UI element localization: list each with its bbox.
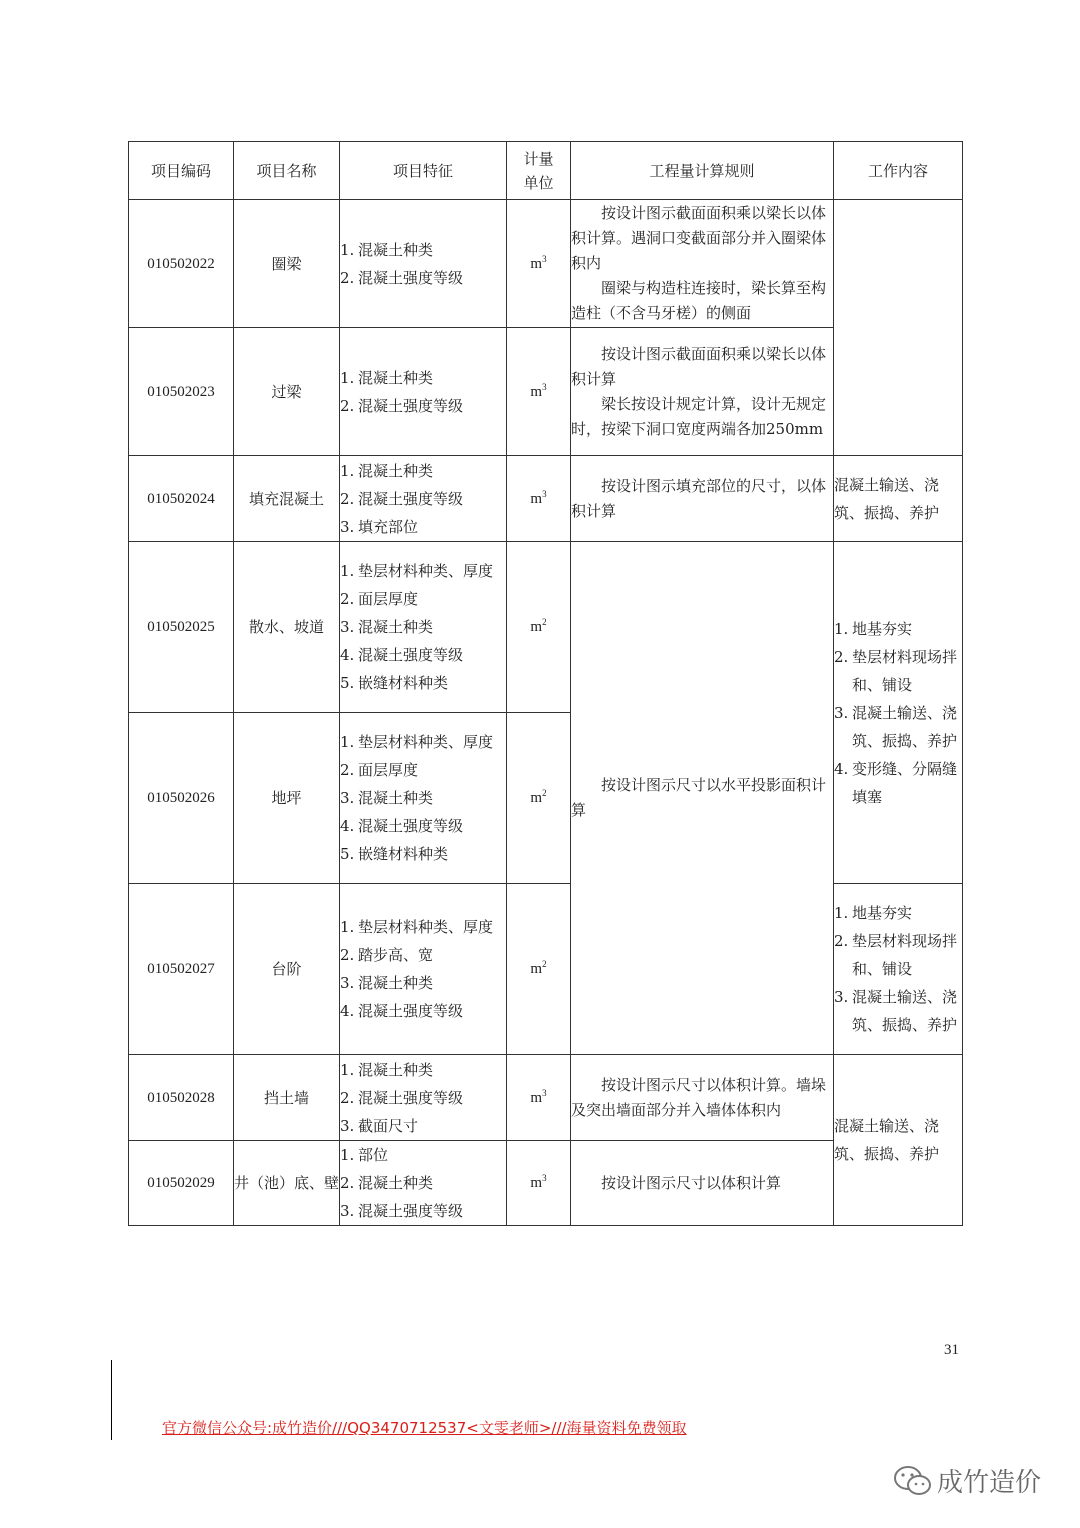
table-header-row	[129, 142, 963, 200]
quantity-rules-table	[128, 141, 963, 1226]
table-row	[129, 542, 963, 713]
watermark	[893, 1462, 1041, 1499]
shared-work-list: 1. 地基夯实 2. 垫层材料现场拌和、铺设 3. 混凝土输送、浇筑、振捣、养护 4. 变形缝、分隔缝填塞	[834, 542, 963, 884]
item-rule: 按设计图示填充部位的尺寸，以体积计算	[571, 456, 834, 542]
item-code: 010502022	[129, 200, 234, 328]
item-features: 1. 垫层材料种类、厚度 2. 踏步高、宽 3. 混凝土种类 4. 混凝土强度等级	[340, 884, 507, 1055]
item-code: 010502029	[129, 1141, 234, 1226]
item-unit: $m^2$	[507, 542, 571, 713]
item-name: 填充混凝土	[234, 456, 340, 542]
item-features: 1. 混凝土种类 2. 混凝土强度等级 3. 填充部位	[340, 456, 507, 542]
footer-promo-link[interactable]: 官方微信公众号:成竹造价///QQ3470712537<文雯老师>///海量资料免费领取	[162, 1419, 687, 1437]
header-work: 工作内容	[834, 142, 963, 200]
item-features: 1. 部位 2. 混凝土种类 3. 混凝土强度等级	[340, 1141, 507, 1226]
item-unit: $m^2$	[507, 884, 571, 1055]
table-row	[129, 456, 963, 542]
item-code: 010502027	[129, 884, 234, 1055]
shared-rule: 按设计图示尺寸以水平投影面积计算	[571, 542, 834, 1055]
header-code: 项目编码	[129, 142, 234, 200]
item-name: 散水、坡道	[234, 542, 340, 713]
item-work-empty	[834, 200, 963, 456]
item-rule: 按设计图示截面面积乘以梁长以体积计算。遇洞口变截面部分并入圈梁体积内 圈梁与构造柱连接时，梁长算至构造柱（不含马牙槎）的侧面	[571, 200, 834, 328]
item-unit: $m^2$	[507, 713, 571, 884]
item-features: 1. 垫层材料种类、厚度 2. 面层厚度 3. 混凝土种类 4. 混凝土强度等级 5. 嵌缝材料种类	[340, 542, 507, 713]
watermark-text: 成竹造价	[937, 1468, 1042, 1498]
shared-work: 混凝土输送、浇筑、振捣、养护	[834, 1055, 963, 1226]
item-unit: $m^3$	[507, 1141, 571, 1226]
header-features: 项目特征	[340, 142, 507, 200]
item-unit: $m^3$	[507, 328, 571, 456]
item-code: 010502025	[129, 542, 234, 713]
table-row	[129, 1055, 963, 1141]
page-number: 31	[944, 1342, 959, 1358]
item-rule: 按设计图示尺寸以体积计算。墙垛及突出墙面部分并入墙体体积内	[571, 1055, 834, 1141]
table-row	[129, 884, 963, 1055]
item-name: 地坪	[234, 713, 340, 884]
item-rule: 按设计图示尺寸以体积计算	[571, 1141, 834, 1226]
margin-divider	[111, 1360, 112, 1440]
item-work-list: 1. 地基夯实 2. 垫层材料现场拌和、铺设 3. 混凝土输送、浇筑、振捣、养护	[834, 884, 963, 1055]
item-name: 圈梁	[234, 200, 340, 328]
header-name: 项目名称	[234, 142, 340, 200]
item-name: 台阶	[234, 884, 340, 1055]
header-rules: 工程量计算规则	[571, 142, 834, 200]
item-unit: $m^3$	[507, 1055, 571, 1141]
wechat-icon	[893, 1464, 933, 1498]
item-name: 过梁	[234, 328, 340, 456]
item-code: 010502023	[129, 328, 234, 456]
item-unit: $m^3$	[507, 200, 571, 328]
item-features: 1. 混凝土种类 2. 混凝土强度等级	[340, 200, 507, 328]
item-rule: 按设计图示截面面积乘以梁长以体积计算 梁长按设计规定计算，设计无规定时，按梁下洞口宽度两端各加250mm	[571, 328, 834, 456]
table-row	[129, 200, 963, 328]
item-name: 井（池）底、壁	[234, 1141, 340, 1226]
item-features: 1. 混凝土种类 2. 混凝土强度等级	[340, 328, 507, 456]
item-code: 010502024	[129, 456, 234, 542]
item-name: 挡土墙	[234, 1055, 340, 1141]
item-code: 010502026	[129, 713, 234, 884]
item-features: 1. 垫层材料种类、厚度 2. 面层厚度 3. 混凝土种类 4. 混凝土强度等级 5. 嵌缝材料种类	[340, 713, 507, 884]
item-code: 010502028	[129, 1055, 234, 1141]
item-unit: $m^3$	[507, 456, 571, 542]
header-unit: 计量 单位	[507, 142, 571, 200]
item-work: 混凝土输送、浇筑、振捣、养护	[834, 456, 963, 542]
item-features: 1. 混凝土种类 2. 混凝土强度等级 3. 截面尺寸	[340, 1055, 507, 1141]
